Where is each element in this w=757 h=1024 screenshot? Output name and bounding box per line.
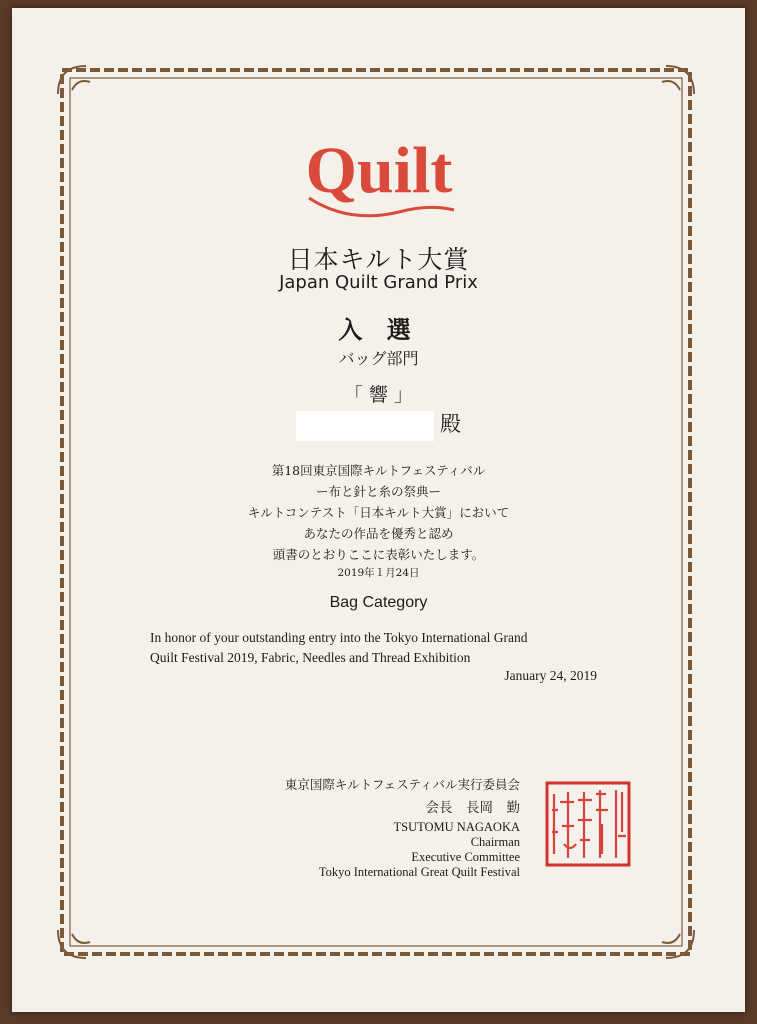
body-en-line: In honor of your outstanding entry into the Tokyo International Grand bbox=[150, 630, 528, 645]
award-name: 入 選 bbox=[338, 315, 419, 344]
body-jp-line: あなたの作品を優秀と認め bbox=[303, 526, 454, 541]
recipient-row bbox=[0, 408, 757, 441]
organizer-japanese: 東京国際キルトフェスティバル実行委員会 bbox=[284, 777, 520, 792]
body-en-line: Quilt Festival 2019, Fabric, Needles and Thread Exhibition bbox=[150, 650, 471, 665]
redacted-name bbox=[296, 411, 434, 441]
body-jp-line: 第18回東京国際キルトフェスティバル bbox=[271, 463, 486, 478]
date-japanese: 2019年１月24日 bbox=[337, 567, 420, 579]
title-japanese: 日本キルト大賞 bbox=[287, 245, 470, 274]
chairman-name-english: TSUTOMU NAGAOKA bbox=[393, 820, 520, 834]
date-english: January 24, 2019 bbox=[504, 668, 597, 683]
body-english bbox=[150, 628, 620, 668]
festival-name: Tokyo International Great Quilt Festival bbox=[318, 865, 520, 879]
body-jp-line: 頭書のとおりここに表彰いたします。 bbox=[272, 547, 485, 562]
category-japanese: バッグ部門 bbox=[338, 349, 419, 368]
body-jp-line: ー布と針と糸の祭典ー bbox=[315, 484, 441, 499]
chairman-japanese: 会長 長岡 勤 bbox=[425, 800, 520, 816]
chairman-role: Chairman bbox=[470, 835, 520, 849]
body-japanese bbox=[0, 460, 757, 565]
signature-block bbox=[220, 774, 520, 880]
official-seal bbox=[544, 780, 632, 868]
quilt-logo-text: Quilt bbox=[305, 134, 452, 207]
body-jp-line: キルトコンテスト「日本キルト大賞」において bbox=[247, 505, 510, 520]
work-title: 「 響 」 bbox=[343, 384, 414, 406]
committee-name: Executive Committee bbox=[411, 850, 520, 864]
quilt-logo bbox=[0, 120, 757, 234]
recipient-suffix: 殿 bbox=[440, 412, 461, 436]
title-english: Japan Quilt Grand Prix bbox=[279, 272, 478, 293]
category-english: Bag Category bbox=[329, 594, 428, 611]
